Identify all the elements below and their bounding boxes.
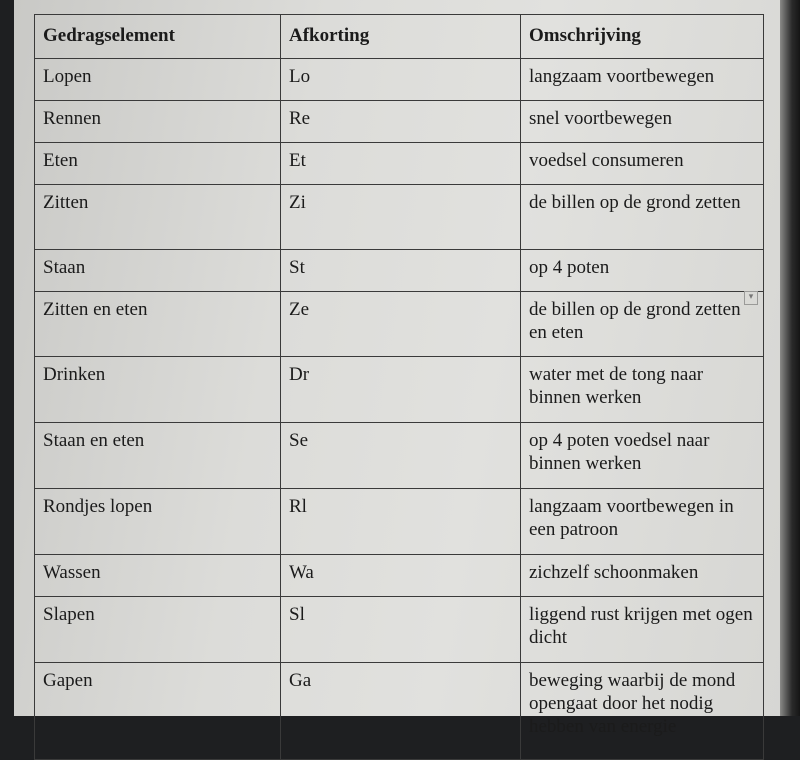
description-cell: snel voortbewegen — [521, 101, 764, 143]
header-omschrijving: Omschrijving — [521, 15, 764, 59]
abbreviation-cell: Wa — [281, 555, 521, 597]
abbreviation-cell: Re — [281, 101, 521, 143]
element-cell: Drinken — [35, 357, 281, 423]
element-cell: Gapen — [35, 663, 281, 760]
element-cell: Wassen — [35, 555, 281, 597]
description-cell: op 4 poten — [521, 250, 764, 292]
abbreviation-cell: Dr — [281, 357, 521, 423]
table-row — [35, 663, 764, 760]
element-cell: Zitten — [35, 185, 281, 250]
element-cell: Staan — [35, 250, 281, 292]
table-row — [35, 555, 764, 597]
abbreviation-cell: Se — [281, 423, 521, 489]
header-gedragselement: Gedragselement — [35, 15, 281, 59]
header-afkorting: Afkorting — [281, 15, 521, 59]
abbreviation-cell: Sl — [281, 597, 521, 663]
table-row — [35, 489, 764, 555]
description-cell: op 4 poten voedsel naar binnen werken — [521, 423, 764, 489]
abbreviation-cell: Lo — [281, 59, 521, 101]
dropdown-marker-icon: ▾ — [744, 291, 758, 305]
description-cell: liggend rust krijgen met ogen dicht — [521, 597, 764, 663]
table-row — [35, 143, 764, 185]
behavior-table — [34, 14, 764, 760]
element-cell: Rennen — [35, 101, 281, 143]
description-cell: de billen op de grond zetten en eten — [521, 292, 764, 357]
table-row — [35, 423, 764, 489]
element-cell: Zitten en eten — [35, 292, 281, 357]
description-cell: zichzelf schoonmaken — [521, 555, 764, 597]
table-header-row — [35, 15, 764, 59]
table-row — [35, 185, 764, 250]
table-row — [35, 292, 764, 357]
description-cell: voedsel consumeren — [521, 143, 764, 185]
element-cell: Rondjes lopen — [35, 489, 281, 555]
abbreviation-cell: Ze — [281, 292, 521, 357]
page-edge-shadow — [780, 0, 800, 716]
element-cell: Lopen — [35, 59, 281, 101]
description-cell: water met de tong naar binnen werken — [521, 357, 764, 423]
abbreviation-cell: Zi — [281, 185, 521, 250]
table-row — [35, 597, 764, 663]
table-row — [35, 250, 764, 292]
description-cell: de billen op de grond zetten — [521, 185, 764, 250]
element-cell: Staan en eten — [35, 423, 281, 489]
table-row — [35, 357, 764, 423]
abbreviation-cell: Et — [281, 143, 521, 185]
description-cell: langzaam voortbewegen — [521, 59, 764, 101]
description-cell: beweging waarbij de mond opengaat door het nodig hebben van energie — [521, 663, 764, 760]
table-row — [35, 101, 764, 143]
element-cell: Slapen — [35, 597, 281, 663]
abbreviation-cell: Rl — [281, 489, 521, 555]
abbreviation-cell: St — [281, 250, 521, 292]
table-row — [35, 59, 764, 101]
element-cell: Eten — [35, 143, 281, 185]
abbreviation-cell: Ga — [281, 663, 521, 760]
description-cell: langzaam voortbewegen in een patroon — [521, 489, 764, 555]
